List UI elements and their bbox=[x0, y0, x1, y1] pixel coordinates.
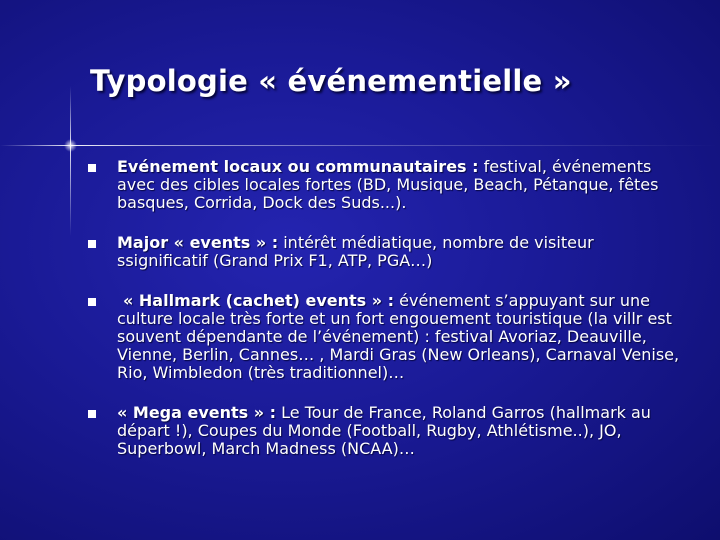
square-bullet-icon bbox=[88, 164, 96, 172]
bullet-heading: Evénement locaux ou communautaires : bbox=[117, 157, 479, 176]
decorative-vertical-line bbox=[70, 86, 71, 236]
bullet-text: festival, événements avec des cibles locales fortes (BD, Musique, Beach, Pétanque, fêtes basques, Corrida, Dock des Suds...). bbox=[117, 157, 659, 212]
bullet-heading: « Mega events » : bbox=[117, 403, 277, 422]
square-bullet-icon bbox=[88, 240, 96, 248]
bullet-text: Le Tour de France, Roland Garros (hallmark au départ !), Coupes du Monde (Football, Rugby, Athlétisme..), JO, Superbowl, March Madness (NCAA)… bbox=[117, 403, 651, 458]
decorative-sparkle-icon bbox=[64, 139, 77, 152]
bullet-item-major-events bbox=[88, 234, 688, 270]
slide-title: Typologie « événementielle » bbox=[90, 64, 572, 98]
square-bullet-icon bbox=[88, 410, 96, 418]
bullet-item-local-events bbox=[88, 158, 688, 212]
bullet-item-mega-events bbox=[88, 404, 688, 458]
bullet-heading: Major « events » : bbox=[117, 233, 279, 252]
bullet-item-hallmark-events bbox=[88, 292, 688, 382]
bullet-text: événement s’appuyant sur une culture locale très forte et un fort engouement touristique (la villr est souvent dépendante de l’événement) : festival Avoriaz, Deauville, Vienne, Berlin, Cannes… , Mardi Gras (New Orleans), Carnaval Venise, Rio, Wimbledon (très traditionnel)… bbox=[117, 291, 680, 382]
decorative-horizontal-line bbox=[0, 145, 720, 146]
square-bullet-icon bbox=[88, 298, 96, 306]
bullet-list bbox=[88, 158, 688, 458]
bullet-text: intérêt médiatique, nombre de visiteur ssignificatif (Grand Prix F1, ATP, PGA…) bbox=[117, 233, 594, 270]
bullet-heading: « Hallmark (cachet) events » : bbox=[123, 291, 395, 310]
